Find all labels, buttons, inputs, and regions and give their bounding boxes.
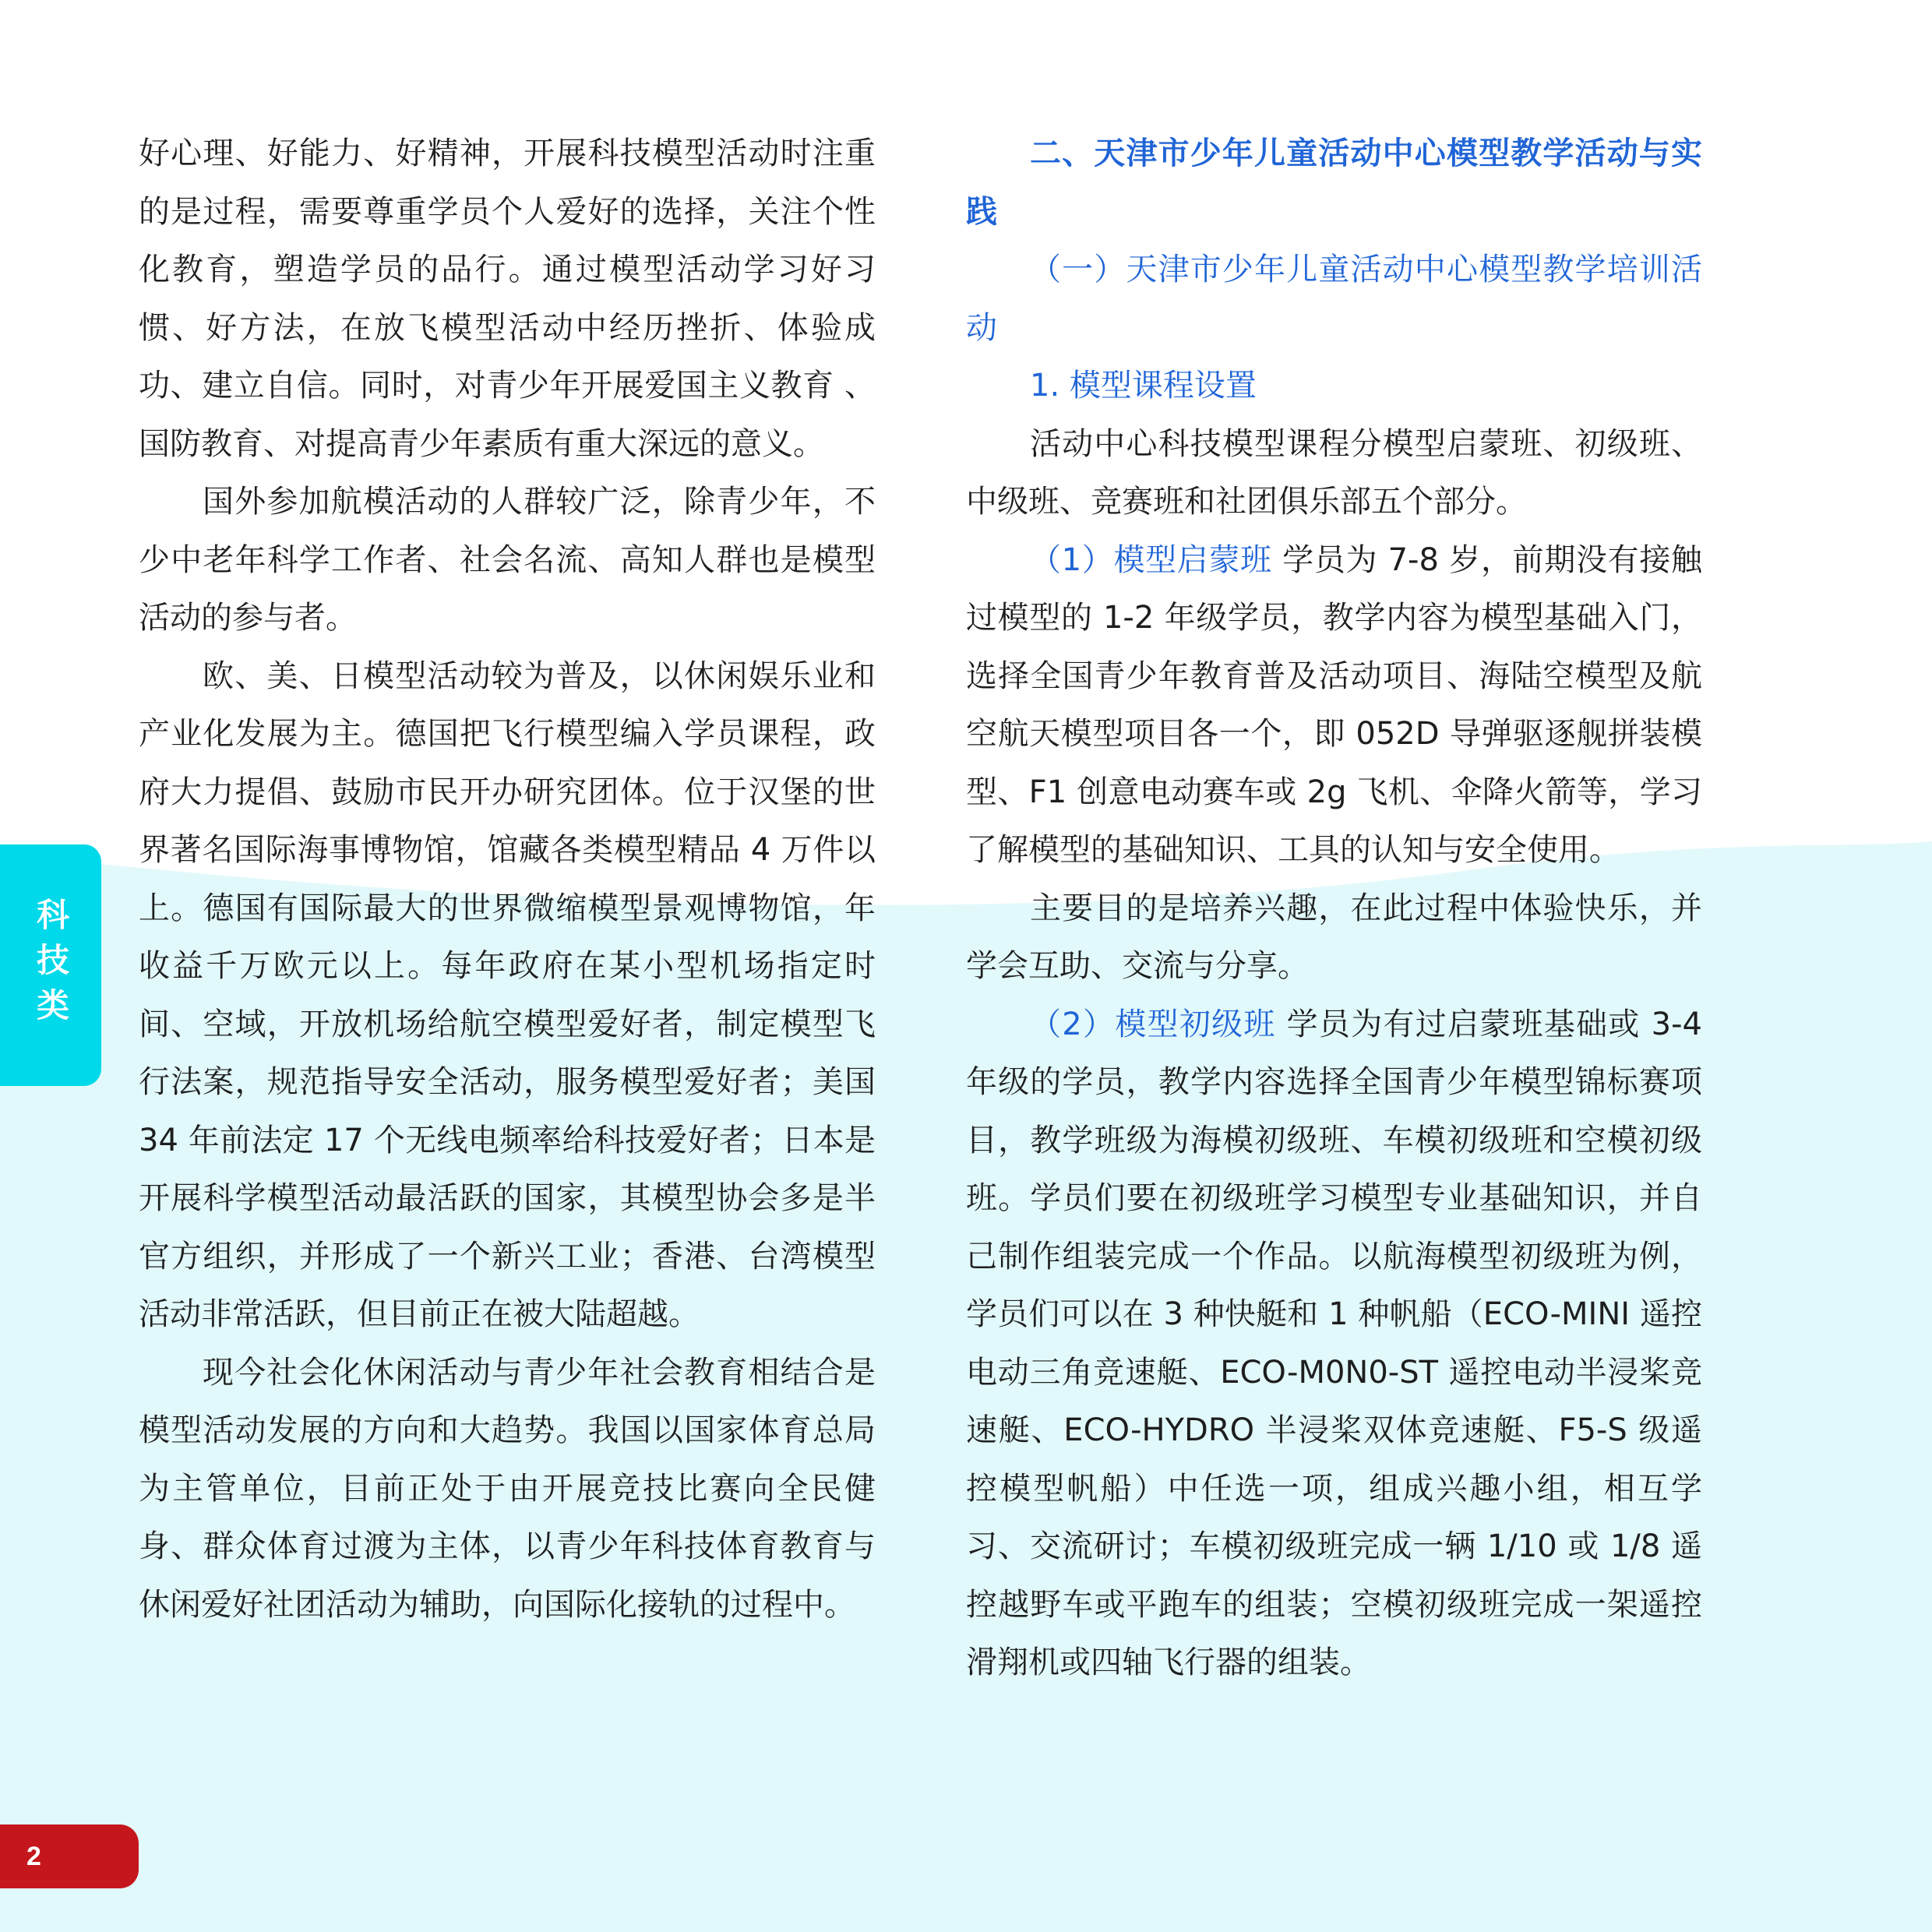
class2-label: （2）模型初级班 — [1030, 1006, 1276, 1042]
class1-label: （1）模型启蒙班 — [1030, 541, 1272, 578]
class2-text: 学员为有过启蒙班基础或 3-4 年级的学员，教学内容选择全国青少年模型锦标赛项目，教学班级为海模初级班、车模初级班和空模初级班。学员们要在初级班学习模型专业基础知识，并自己制作组装完成一个作品。以航海模型初级班为例，学员们可以在 3 种快艇和 1 种帆船（ECO-MINI 遥控电动三角竞速艇、ECO-M0N0-ST 遥控电动半浸桨竞速艇、ECO-HYDRO 半浸桨双体竞速艇、F5-S 级遥控模型帆船）中任选一项，组成兴趣小组，相互学习、交流研讨；车模初级班完成一辆 1/10 或 1/8 遥控越野车或平跑车的组装；空模初级班完成一架遥控滑翔机或四轴飞行器的组装。 — [966, 1006, 1702, 1680]
section-heading: 二、天津市少年儿童活动中心模型教学活动与实践 — [966, 136, 1702, 230]
left-column — [139, 125, 876, 1634]
paragraph: 主要目的是培养兴趣，在此过程中体验快乐，并学会互助、交流与分享。 — [966, 890, 1702, 984]
paragraph-class1 — [966, 531, 1702, 880]
right-column — [966, 125, 1702, 1692]
paragraph: 好心理、好能力、好精神，开展科技模型活动时注重的是过程，需要尊重学员个人爱好的选择，关注个性化教育，塑造学员的品行。通过模型活动学习好习惯、好方法，在放飞模型活动中经历挫折、体验成功、建立自信。同时，对青少年开展爱国主义教育 、国防教育、对提高青少年素质有重大深远的意义。 — [139, 136, 876, 462]
paragraph: 现今社会化休闲活动与青少年社会教育相结合是模型活动发展的方向和大趋势。我国以国家体育总局为主管单位，目前正处于由开展竞技比赛向全民健身、群众体育过渡为主体，以青少年科技体育教育与休闲爱好社团活动为辅助，向国际化接轨的过程中。 — [139, 1354, 876, 1623]
paragraph: 国外参加航模活动的人群较广泛，除青少年，不少中老年科学工作者、社会名流、高知人群也是模型活动的参与者。 — [139, 484, 876, 636]
class1-text: 学员为 7-8 岁，前期没有接触过模型的 1-2 年级学员，教学内容为模型基础入门，选择全国青少年教育普及活动项目、海陆空模型及航空航天模型项目各一个，即 052D 导弹驱逐舰拼装模型、F1 创意电动赛车或 2g 飞机、伞降火箭等，学习了解模型的基础知识、工具的认知与安全使用。 — [966, 541, 1702, 868]
paragraph: 欧、美、日模型活动较为普及，以休闲娱乐业和产业化发展为主。德国把飞行模型编入学员课程，政府大力提倡、鼓励市民开办研究团体。位于汉堡的世界著名国际海事博物馆，馆藏各类模型精品 4 万件以上。德国有国际最大的世界微缩模型景观博物馆，年收益千万欧元以上。每年政府在某小型机场指定时间、空域，开放机场给航空模型爱好者，制定模型飞行法案，规范指导安全活动，服务模型爱好者；美国 34 年前法定 17 个无线电频率给科技爱好者；日本是开展科学模型活动最活跃的国家，其模型协会多是半官方组织，并形成了一个新兴工业；香港、台湾模型活动非常活跃，但目前正在被大陆超越。 — [139, 658, 876, 1332]
page-number: 2 — [26, 1841, 41, 1871]
sub-subsection-heading: 1. 模型课程设置 — [1030, 368, 1257, 404]
paragraph-class2 — [966, 996, 1702, 1692]
category-tab — [0, 844, 101, 1086]
category-label: 科技类 — [32, 897, 70, 1033]
subsection-heading: （一）天津市少年儿童活动中心模型教学培训活动 — [966, 252, 1702, 346]
paragraph: 活动中心科技模型课程分模型启蒙班、初级班、中级班、竞赛班和社团俱乐部五个部分。 — [966, 425, 1702, 520]
page-number-badge — [0, 1824, 139, 1888]
